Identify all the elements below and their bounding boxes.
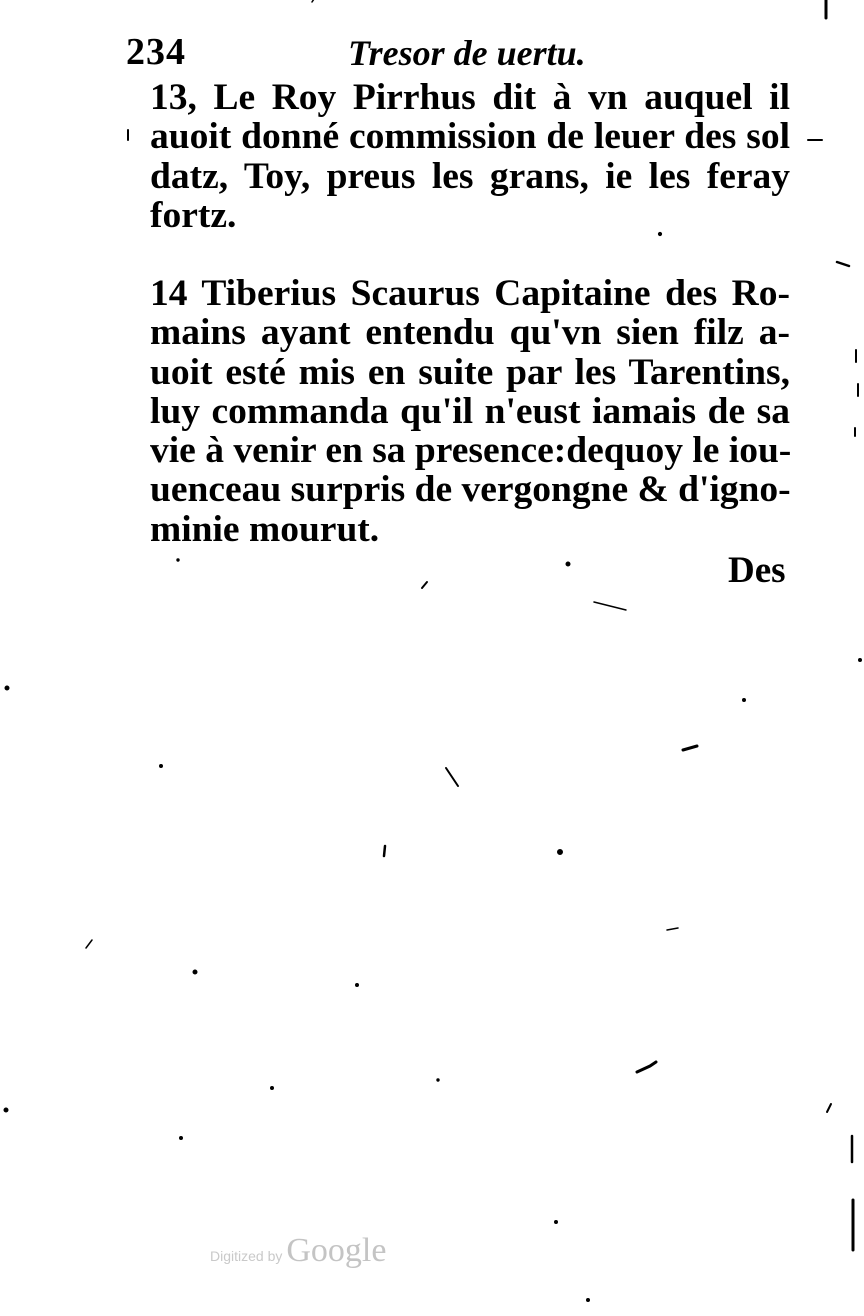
text-line: auoit donné commission de leuer des sol (150, 116, 790, 158)
text-line: 14 Tiberius Scaurus Capitaine des Ro- (150, 273, 790, 314)
watermark-prefix: Digitized by (210, 1248, 283, 1264)
text-line: uoit esté mis en suite par les Tarentins, (150, 351, 790, 393)
text-line: mains ayant entendu qu'vn sien filz a- (150, 312, 790, 354)
running-title: Tresor de uertu. (348, 33, 586, 73)
page-number: 234 (126, 31, 186, 73)
text-line: vie à venir en sa presence:dequoy le iou- (150, 430, 792, 472)
text-line: uenceau surpris de vergongne & d'igno- (150, 469, 791, 511)
digitized-by-google-watermark (210, 1232, 386, 1276)
text-line: fortz. (150, 194, 237, 236)
text-line: minie mourut. (150, 508, 380, 550)
text-line: 13, Le Roy Pirrhus dit à vn auquel il (150, 77, 790, 118)
text-line: luy commanda qu'il n'eust iamais de sa (150, 390, 790, 432)
catchword: Des (728, 550, 786, 591)
google-logo: Google (286, 1232, 387, 1269)
text-line: datz, Toy, preus les grans, ie les feray (150, 155, 790, 197)
